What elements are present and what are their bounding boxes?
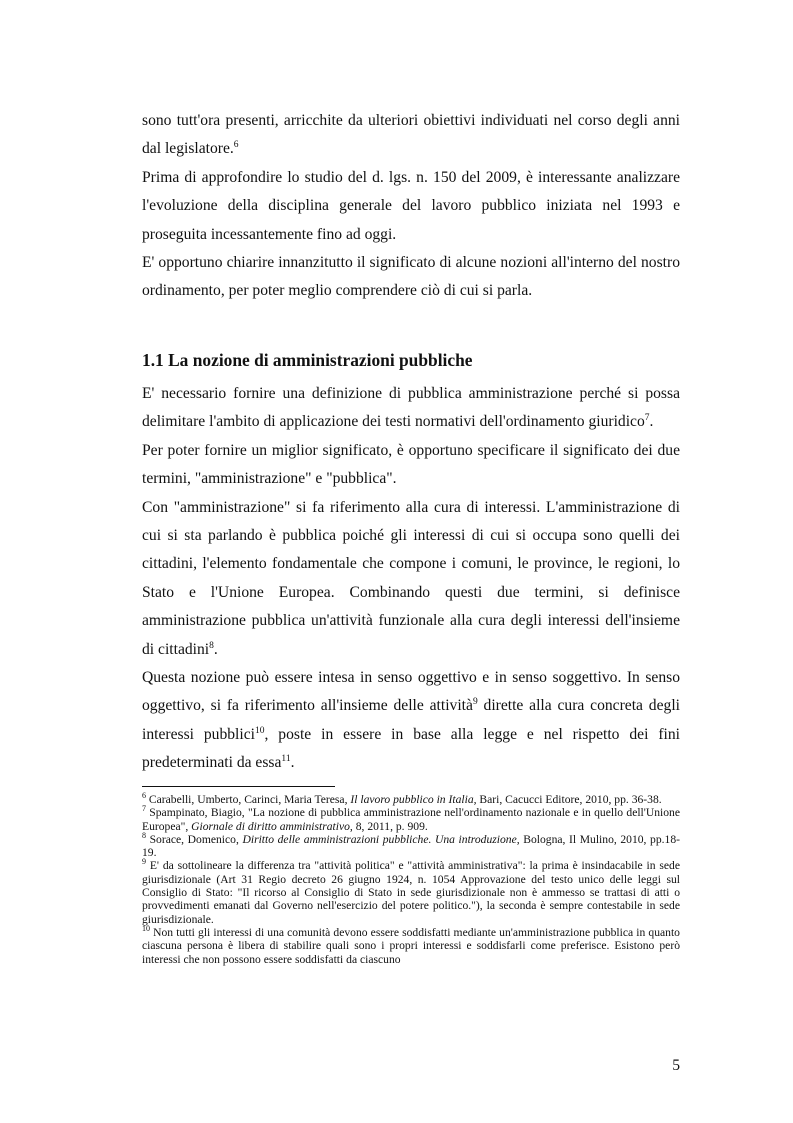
paragraph bbox=[142, 494, 680, 664]
paragraph-text: dirette alla cura concreta degli interessi pubblici bbox=[142, 697, 680, 743]
footnote-text: Bologna, Il Mulino, 2010, pp.18-19. bbox=[142, 832, 681, 860]
paragraph-text: sono tutt'ora presenti, arricchite da ulteriori obiettivi individuati nel corso degli anni dal legislatore. bbox=[142, 112, 680, 158]
footnote-text: Bari, Cacucci Editore, 2010, pp. 36-38. bbox=[476, 793, 662, 806]
paragraph-text: Con "amministrazione" si fa riferimento alla cura di interessi. L'amministrazione di cui si sta parlando è pubblica poiché gli interessi di cui si occupa sono quelli dei cittadini, l'elemento fondamentale che compone i comuni, le province, le regioni, lo Stato e l'Unione Europea. Combinando questi due termini, si definisce amministrazione pubblica un'attività funzionale alla cura degli interessi dell'insieme di cittadini bbox=[142, 498, 680, 658]
footnote-number: 6 bbox=[142, 791, 146, 801]
footnote-title: Diritto delle amministrazioni pubbliche. Una introduzione, bbox=[242, 832, 520, 846]
footnote-number: 10 bbox=[142, 924, 150, 934]
intro-text bbox=[142, 107, 680, 306]
footnote-ref[interactable]: 8 bbox=[209, 640, 214, 651]
footnote-text: E' da sottolineare la differenza tra "attività politica" e "attività amministrativa": la prima è insindacabile in sede giurisdizionale (Art 31 Regio decreto 26 giugno 1924, n. 1054 Approvazione del testo unico delle leggi sul Consiglio di Stato: "Il ricorso al Consiglio di Stato in sede giurisdizionale non è ammesso se trattasi di atti o provvedimenti emanati dal Governo nell'esercizio del potere politico."), la seconda è sempre contestabile in sede giurisdizionale. bbox=[142, 859, 680, 926]
footnote bbox=[142, 926, 680, 966]
footnote-title: Il lavoro pubblico in Italia, bbox=[350, 793, 477, 806]
footnote bbox=[142, 833, 680, 860]
footnote-ref[interactable]: 11 bbox=[281, 754, 291, 765]
footnote-ref[interactable]: 6 bbox=[233, 140, 239, 151]
paragraph: Per poter fornire un miglior significato, è opportuno specificare il significato dei due termini, "amministrazione" e "pubblica". bbox=[142, 441, 680, 488]
footnote-text: 8, 2011, p. 909. bbox=[352, 819, 428, 833]
paragraph-text: Questa nozione può essere intesa in senso oggettivo e in senso soggettivo. In senso oggettivo, si fa riferimento all'insieme delle attività bbox=[142, 669, 680, 715]
footnote bbox=[142, 859, 680, 925]
paragraph bbox=[142, 107, 680, 164]
paragraph-text: , poste in essere in base alla legge e nel rispetto dei fini predeterminati da essa bbox=[142, 725, 680, 772]
footnote-text: Carabelli, Umberto, Carinci, Maria Teresa, bbox=[148, 793, 351, 806]
footnotes bbox=[142, 793, 680, 966]
paragraph-end: . bbox=[213, 640, 218, 658]
paragraph-end: . bbox=[290, 754, 295, 772]
footnote-divider bbox=[142, 786, 335, 787]
footnote-number: 9 bbox=[142, 857, 146, 867]
footnote bbox=[142, 806, 680, 833]
footnote-title: Giornale di diritto amministrativo, bbox=[191, 819, 353, 833]
paragraph bbox=[142, 664, 680, 778]
footnote-text: Non tutti gli interessi di una comunità devono essere soddisfatti mediante un'amministrazione pubblica in quanto ciascuna persona è libera di stabilire quali sono i propri interessi e soddisfarli come preferisce. Esistono però interessi che non possono essere soddisfatti da ciascuno bbox=[142, 925, 680, 966]
section-text bbox=[142, 380, 680, 778]
footnote-number: 8 bbox=[142, 831, 146, 841]
paragraph: Prima di approfondire lo studio del d. lgs. n. 150 del 2009, è interessante analizzare l'evoluzione della disciplina generale del lavoro pubblico iniziata nel 1993 e proseguita incessantemente fino ad oggi. bbox=[142, 168, 680, 243]
footnote bbox=[142, 793, 680, 806]
page-number: 5 bbox=[672, 1057, 680, 1074]
paragraph-text: E' necessario fornire una definizione di pubblica amministrazione perché si possa delimitare l'ambito di applicazione dei testi normativi dell'ordinamento giuridico bbox=[142, 385, 680, 431]
footnote-text: Spampinato, Biagio, "La nozione di pubblica amministrazione nell'ordinamento nazionale e in quello dell'Unione Europea", bbox=[142, 806, 680, 833]
footnote-text: Sorace, Domenico, bbox=[149, 832, 243, 846]
paragraph-end: . bbox=[649, 413, 654, 431]
paragraph: E' opportuno chiarire innanzitutto il significato di alcune nozioni all'interno del nostro ordinamento, per poter meglio comprendere ciò di cui si parla. bbox=[142, 254, 680, 300]
footnote-ref[interactable]: 9 bbox=[472, 697, 478, 708]
footnote-number: 7 bbox=[142, 804, 146, 814]
footnote-ref[interactable]: 7 bbox=[644, 413, 650, 424]
footnote-ref[interactable]: 10 bbox=[254, 725, 265, 736]
paragraph bbox=[142, 380, 680, 437]
section-heading: 1.1 La nozione di amministrazioni pubbliche bbox=[142, 350, 473, 370]
